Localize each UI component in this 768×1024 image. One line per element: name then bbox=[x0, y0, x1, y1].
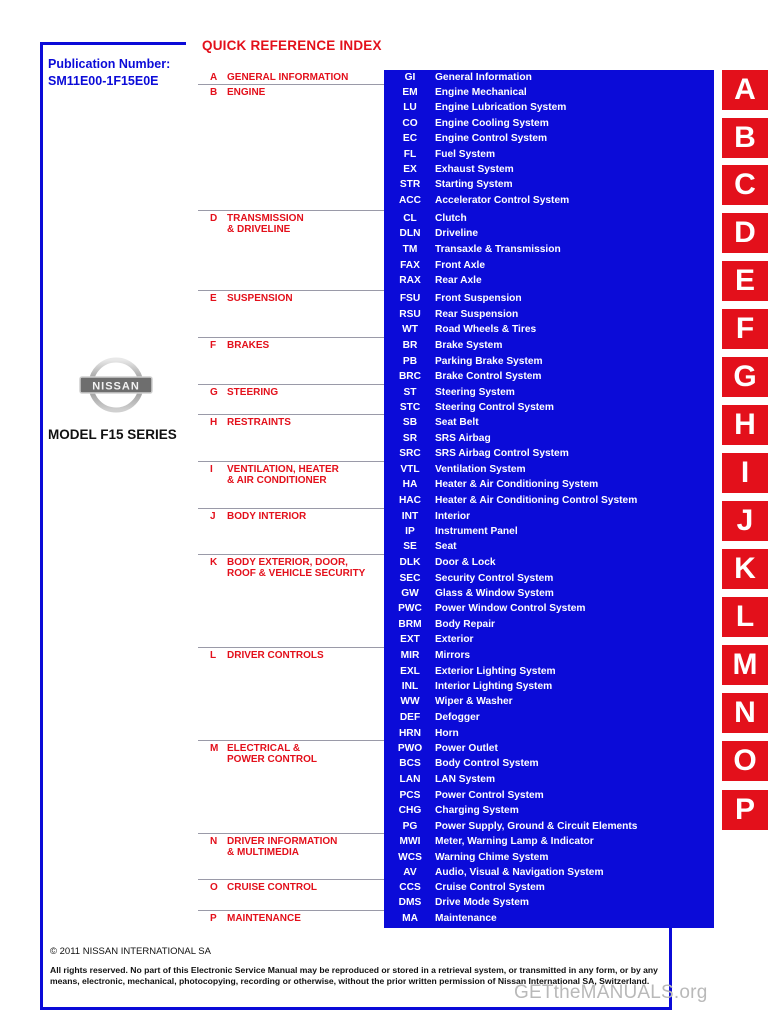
section-title: Ventilation System bbox=[435, 464, 526, 475]
section-code: SRC bbox=[399, 448, 421, 459]
group-divider bbox=[198, 910, 384, 911]
index-row-pwo[interactable] bbox=[384, 741, 714, 757]
section-title: SRS Airbag bbox=[435, 433, 491, 444]
group-name: STEERING bbox=[227, 387, 279, 398]
section-title: Charging System bbox=[435, 805, 519, 816]
group-name: MAINTENANCE bbox=[227, 913, 301, 924]
tab-f[interactable]: F bbox=[722, 309, 768, 349]
index-row-int[interactable] bbox=[384, 509, 714, 525]
index-row-ec[interactable] bbox=[384, 131, 714, 147]
index-row-inl[interactable] bbox=[384, 679, 714, 695]
group-name: SUSPENSION bbox=[227, 293, 293, 304]
index-row-wt[interactable] bbox=[384, 322, 714, 338]
section-title: Glass & Window System bbox=[435, 588, 554, 599]
section-title: Accelerator Control System bbox=[435, 195, 570, 206]
section-code: ACC bbox=[398, 195, 422, 206]
model-name: MODEL F15 SERIES bbox=[48, 427, 177, 442]
publication-label: Publication Number: bbox=[48, 57, 171, 71]
index-row-exl[interactable] bbox=[384, 664, 714, 680]
tab-g[interactable]: G bbox=[722, 357, 768, 397]
group-letter: O bbox=[210, 882, 218, 893]
section-title: Maintenance bbox=[435, 913, 497, 924]
section-code: GI bbox=[404, 72, 416, 83]
index-row-stc[interactable] bbox=[384, 400, 714, 416]
section-title: Clutch bbox=[435, 213, 467, 224]
tab-a[interactable]: A bbox=[722, 70, 768, 110]
index-row-lu[interactable] bbox=[384, 100, 714, 116]
section-title: Warning Chime System bbox=[435, 852, 549, 863]
section-title: Mirrors bbox=[435, 650, 471, 661]
section-code: RSU bbox=[399, 309, 421, 320]
group-name: GENERAL INFORMATION bbox=[227, 72, 349, 83]
group-divider bbox=[198, 647, 384, 648]
section-code: HA bbox=[402, 479, 418, 490]
section-code: GW bbox=[401, 588, 419, 599]
section-title: Instrument Panel bbox=[435, 526, 518, 537]
section-code: WT bbox=[402, 324, 418, 335]
section-code: FL bbox=[403, 149, 417, 160]
section-title: Heater & Air Conditioning System bbox=[435, 479, 599, 490]
section-code: BRM bbox=[398, 619, 422, 630]
section-code: PB bbox=[402, 356, 418, 367]
section-title: Defogger bbox=[435, 712, 480, 723]
index-row-bcs[interactable] bbox=[384, 756, 714, 772]
section-title: Front Suspension bbox=[435, 293, 522, 304]
group-divider bbox=[198, 290, 384, 291]
section-code: EM bbox=[402, 87, 418, 98]
section-code: HRN bbox=[398, 728, 422, 739]
section-code: MIR bbox=[400, 650, 420, 661]
section-code: EC bbox=[402, 133, 418, 144]
index-row-hrn[interactable] bbox=[384, 726, 714, 742]
group-name: DRIVER CONTROLS bbox=[227, 650, 324, 661]
section-code: SB bbox=[402, 417, 418, 428]
index-row-em[interactable] bbox=[384, 85, 714, 101]
section-code: DLK bbox=[399, 557, 421, 568]
group-letter: N bbox=[210, 836, 218, 847]
group-divider bbox=[198, 210, 384, 211]
index-row-pg[interactable] bbox=[384, 819, 714, 835]
index-row-pwc[interactable] bbox=[384, 601, 714, 617]
index-row-pcs[interactable] bbox=[384, 788, 714, 804]
section-code: AV bbox=[403, 867, 417, 878]
section-title: General Information bbox=[435, 72, 532, 83]
index-row-str[interactable] bbox=[384, 177, 714, 193]
section-code: VTL bbox=[400, 464, 420, 475]
index-row-st[interactable] bbox=[384, 385, 714, 401]
section-code: WCS bbox=[398, 852, 422, 863]
section-code: SR bbox=[402, 433, 418, 444]
group-letter: D bbox=[210, 213, 218, 224]
section-code: IP bbox=[405, 526, 415, 537]
group-letter: I bbox=[210, 464, 213, 475]
index-row-rax[interactable] bbox=[384, 273, 714, 289]
section-title: Driveline bbox=[435, 228, 479, 239]
section-title: Steering Control System bbox=[435, 402, 554, 413]
section-code: PWC bbox=[398, 603, 422, 614]
group-letter: B bbox=[210, 87, 218, 98]
tab-h[interactable]: H bbox=[722, 405, 768, 445]
index-row-ww[interactable] bbox=[384, 694, 714, 710]
section-code: CCS bbox=[399, 882, 421, 893]
group-letter: G bbox=[210, 387, 218, 398]
section-title: Body Repair bbox=[435, 619, 496, 630]
index-row-fl[interactable] bbox=[384, 147, 714, 163]
index-row-ex[interactable] bbox=[384, 162, 714, 178]
group-divider bbox=[198, 508, 384, 509]
tab-p[interactable]: P bbox=[722, 790, 768, 830]
rights-notice: All rights reserved. No part of this Electronic Service Manual may be reproduced or stored in a retrieval system, or transmitted in any form, or by any means, electronic, mechanical, photocopying, recording or otherwise, without the prior written permission of Nissan International SA, Switzerland. bbox=[50, 965, 658, 986]
group-divider bbox=[198, 554, 384, 555]
group-letter: J bbox=[210, 511, 216, 522]
section-title: Meter, Warning Lamp & Indicator bbox=[435, 836, 594, 847]
section-code: BR bbox=[402, 340, 418, 351]
section-title: Drive Mode System bbox=[435, 897, 529, 908]
tab-n[interactable]: N bbox=[722, 693, 768, 733]
section-code: DMS bbox=[398, 897, 422, 908]
index-row-dln[interactable] bbox=[384, 226, 714, 242]
index-row-co[interactable] bbox=[384, 116, 714, 132]
index-row-lan[interactable] bbox=[384, 772, 714, 788]
index-row-pb[interactable] bbox=[384, 354, 714, 370]
group-divider bbox=[198, 384, 384, 385]
section-title: Brake System bbox=[435, 340, 503, 351]
index-row-vtl[interactable] bbox=[384, 462, 714, 478]
group-name: BODY EXTERIOR, DOOR, ROOF & VEHICLE SECURITY bbox=[227, 557, 366, 579]
index-row-ha[interactable] bbox=[384, 477, 714, 493]
section-title: Power Control System bbox=[435, 790, 544, 801]
index-row-ma[interactable] bbox=[384, 911, 714, 927]
section-title: Seat bbox=[435, 541, 457, 552]
tab-k[interactable]: K bbox=[722, 549, 768, 589]
group-letter: F bbox=[210, 340, 217, 351]
section-code: PG bbox=[402, 821, 418, 832]
group-letter: E bbox=[210, 293, 217, 304]
section-code: MA bbox=[402, 913, 418, 924]
section-code: TM bbox=[402, 244, 418, 255]
tab-e[interactable]: E bbox=[722, 261, 768, 301]
section-title: Engine Cooling System bbox=[435, 118, 549, 129]
section-title: Engine Control System bbox=[435, 133, 548, 144]
group-name: VENTILATION, HEATER & AIR CONDITIONER bbox=[227, 464, 339, 486]
tab-i[interactable]: I bbox=[722, 453, 768, 493]
section-code: EX bbox=[403, 164, 417, 175]
index-row-sb[interactable] bbox=[384, 415, 714, 431]
group-letter: L bbox=[210, 650, 217, 661]
group-divider bbox=[198, 879, 384, 880]
watermark: GETtheMANUALS.org bbox=[514, 982, 708, 1003]
section-code: PCS bbox=[399, 790, 421, 801]
logo-text: NISSAN bbox=[92, 380, 140, 393]
index-row-chg[interactable] bbox=[384, 803, 714, 819]
index-row-def[interactable] bbox=[384, 710, 714, 726]
section-code: MWI bbox=[399, 836, 421, 847]
section-title: Body Control System bbox=[435, 758, 539, 769]
group-letter: P bbox=[210, 913, 217, 924]
group-divider bbox=[198, 740, 384, 741]
group-name: ELECTRICAL & POWER CONTROL bbox=[227, 743, 317, 765]
index-row-gi[interactable] bbox=[384, 70, 714, 86]
section-title: Audio, Visual & Navigation System bbox=[435, 867, 604, 878]
section-code: HAC bbox=[398, 495, 422, 506]
section-title: Fuel System bbox=[435, 149, 496, 160]
section-code: RAX bbox=[399, 275, 421, 286]
section-title: Exhaust System bbox=[435, 164, 514, 175]
index-row-gw[interactable] bbox=[384, 586, 714, 602]
section-title: Cruise Control System bbox=[435, 882, 545, 893]
index-row-fax[interactable] bbox=[384, 258, 714, 274]
section-code: WW bbox=[400, 696, 420, 707]
section-code: LU bbox=[403, 102, 417, 113]
section-code: INL bbox=[401, 681, 419, 692]
section-title: Interior bbox=[435, 511, 471, 522]
section-title: Heater & Air Conditioning Control System bbox=[435, 495, 638, 506]
section-code: EXL bbox=[400, 666, 420, 677]
index-row-dlk[interactable] bbox=[384, 555, 714, 571]
section-title: Rear Axle bbox=[435, 275, 482, 286]
section-code: BCS bbox=[399, 758, 421, 769]
group-letter: M bbox=[210, 743, 219, 754]
section-code: CHG bbox=[398, 805, 422, 816]
index-row-wcs[interactable] bbox=[384, 850, 714, 866]
group-name: DRIVER INFORMATION & MULTIMEDIA bbox=[227, 836, 338, 858]
section-code: LAN bbox=[399, 774, 421, 785]
group-divider bbox=[198, 414, 384, 415]
tab-c[interactable]: C bbox=[722, 165, 768, 205]
group-divider bbox=[198, 84, 384, 85]
section-code: PWO bbox=[397, 743, 423, 754]
section-title: Door & Lock bbox=[435, 557, 496, 568]
index-row-cl[interactable] bbox=[384, 211, 714, 227]
section-title: Horn bbox=[435, 728, 459, 739]
section-code: CL bbox=[403, 213, 417, 224]
section-title: Power Supply, Ground & Circuit Elements bbox=[435, 821, 638, 832]
section-code: ST bbox=[403, 387, 417, 398]
section-title: SRS Airbag Control System bbox=[435, 448, 569, 459]
group-name: BODY INTERIOR bbox=[227, 511, 307, 522]
section-title: Starting System bbox=[435, 179, 513, 190]
index-row-se[interactable] bbox=[384, 539, 714, 555]
group-divider bbox=[198, 833, 384, 834]
group-divider bbox=[198, 461, 384, 462]
section-code: EXT bbox=[400, 634, 420, 645]
index-row-acc[interactable] bbox=[384, 193, 714, 209]
section-title: Transaxle & Transmission bbox=[435, 244, 561, 255]
index-title: QUICK REFERENCE INDEX bbox=[202, 38, 382, 53]
section-code: DEF bbox=[399, 712, 421, 723]
section-title: Rear Suspension bbox=[435, 309, 519, 320]
section-title: Engine Mechanical bbox=[435, 87, 527, 98]
section-code: INT bbox=[401, 511, 419, 522]
group-divider bbox=[198, 337, 384, 338]
index-row-hac[interactable] bbox=[384, 493, 714, 509]
index-row-br[interactable] bbox=[384, 338, 714, 354]
index-row-av[interactable] bbox=[384, 865, 714, 881]
group-name: ENGINE bbox=[227, 87, 266, 98]
index-row-ext[interactable] bbox=[384, 632, 714, 648]
tab-m[interactable]: M bbox=[722, 645, 768, 685]
section-title: Engine Lubrication System bbox=[435, 102, 567, 113]
tab-j[interactable]: J bbox=[722, 501, 768, 541]
section-code: SEC bbox=[399, 573, 421, 584]
section-title: Power Window Control System bbox=[435, 603, 586, 614]
tab-l[interactable]: L bbox=[722, 597, 768, 637]
index-row-rsu[interactable] bbox=[384, 307, 714, 323]
section-title: Wiper & Washer bbox=[435, 696, 513, 707]
section-title: Brake Control System bbox=[435, 371, 542, 382]
index-row-brm[interactable] bbox=[384, 617, 714, 633]
section-code: STC bbox=[399, 402, 421, 413]
section-code: FSU bbox=[399, 293, 421, 304]
section-code: FAX bbox=[400, 260, 420, 271]
section-code: CO bbox=[402, 118, 418, 129]
section-title: Exterior Lighting System bbox=[435, 666, 556, 677]
index-row-sec[interactable] bbox=[384, 571, 714, 587]
section-title: Interior Lighting System bbox=[435, 681, 553, 692]
index-row-src[interactable] bbox=[384, 446, 714, 462]
index-row-tm[interactable] bbox=[384, 242, 714, 258]
section-title: Exterior bbox=[435, 634, 474, 645]
tab-d[interactable]: D bbox=[722, 213, 768, 253]
group-letter: K bbox=[210, 557, 218, 568]
copyright: © 2011 NISSAN INTERNATIONAL SA bbox=[50, 946, 211, 957]
tab-b[interactable]: B bbox=[722, 118, 768, 158]
index-row-fsu[interactable] bbox=[384, 291, 714, 307]
group-name: RESTRAINTS bbox=[227, 417, 291, 428]
group-name: CRUISE CONTROL bbox=[227, 882, 317, 893]
section-title: Parking Brake System bbox=[435, 356, 543, 367]
section-title: Front Axle bbox=[435, 260, 485, 271]
index-row-ccs[interactable] bbox=[384, 880, 714, 896]
tab-o[interactable]: O bbox=[722, 741, 768, 781]
section-code: STR bbox=[399, 179, 421, 190]
section-title: LAN System bbox=[435, 774, 496, 785]
group-letter: A bbox=[210, 72, 218, 83]
section-title: Seat Belt bbox=[435, 417, 479, 428]
index-row-ip[interactable] bbox=[384, 524, 714, 540]
section-code: BRC bbox=[398, 371, 422, 382]
section-title: Road Wheels & Tires bbox=[435, 324, 537, 335]
publication-number: SM11E00-1F15E0E bbox=[48, 74, 159, 88]
index-row-brc[interactable] bbox=[384, 369, 714, 385]
section-code: SE bbox=[403, 541, 417, 552]
index-row-mir[interactable] bbox=[384, 648, 714, 664]
index-row-mwi[interactable] bbox=[384, 834, 714, 850]
group-name: BRAKES bbox=[227, 340, 270, 351]
section-title: Power Outlet bbox=[435, 743, 498, 754]
index-row-dms[interactable] bbox=[384, 895, 714, 911]
group-name: TRANSMISSION & DRIVELINE bbox=[227, 213, 304, 235]
section-code: DLN bbox=[399, 228, 421, 239]
index-row-sr[interactable] bbox=[384, 431, 714, 447]
group-letter: H bbox=[210, 417, 218, 428]
section-title: Steering System bbox=[435, 387, 515, 398]
section-title: Security Control System bbox=[435, 573, 554, 584]
